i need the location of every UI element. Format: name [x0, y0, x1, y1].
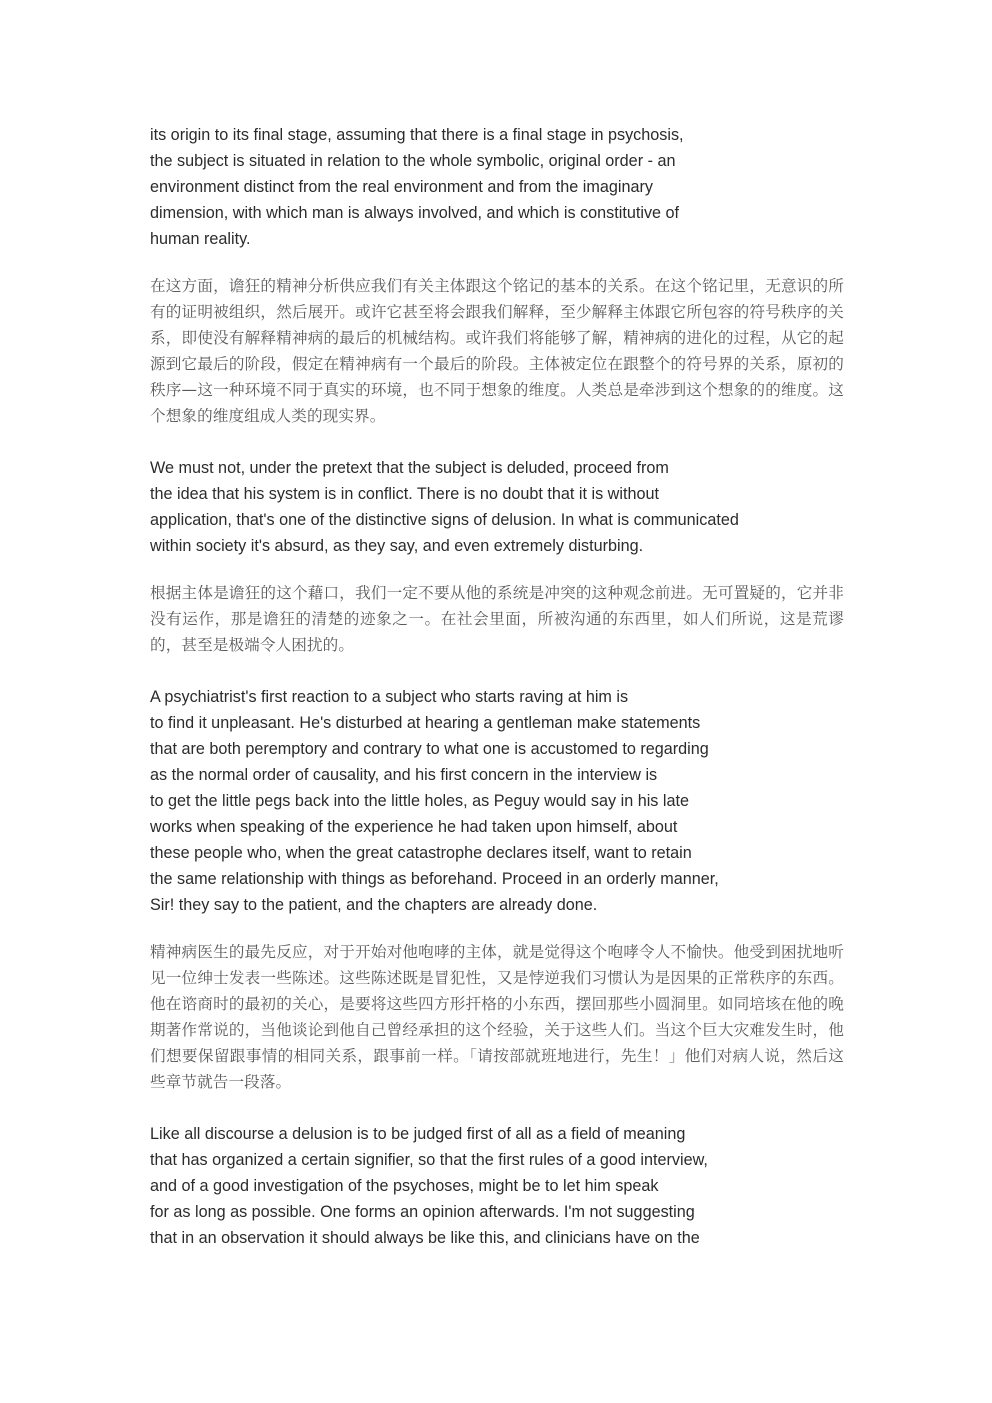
text-line: within society it's absurd, as they say, and even extremely disturbing. — [150, 537, 644, 555]
english-paragraph — [150, 455, 850, 559]
text-line: its origin to its final stage, assuming that there is a final stage in psychosis, — [150, 126, 684, 144]
text-line: to get the little pegs back into the little holes, as Peguy would say in his late — [150, 792, 690, 810]
text-line: works when speaking of the experience he had taken upon himself, about — [150, 818, 678, 836]
text-line: dimension, with which man is always involved, and which is constitutive of — [150, 204, 680, 222]
english-paragraph — [150, 1121, 850, 1251]
text-line: the same relationship with things as beforehand. Proceed in an orderly manner, — [150, 870, 719, 888]
chinese-paragraph: 根据主体是谵狂的这个藉口，我们一定不要从他的系统是冲突的这种观念前进。无可置疑的，它并非没有运作，那是谵狂的清楚的迹象之一。在社会里面，所被沟通的东西里，如人们所说，这是荒谬的，甚至是极端令人困扰的。 — [150, 584, 844, 654]
text-line: Like all discourse a delusion is to be judged first of all as a field of meaning — [150, 1125, 686, 1143]
document-page — [150, 122, 850, 1251]
text-line: human reality. — [150, 230, 251, 248]
text-line: these people who, when the great catastrophe declares itself, want to retain — [150, 844, 692, 862]
text-line: for as long as possible. One forms an opinion afterwards. I'm not suggesting — [150, 1203, 695, 1221]
text-line: that in an observation it should always be like this, and clinicians have on the — [150, 1229, 700, 1247]
text-line: A psychiatrist's first reaction to a subject who starts raving at him is — [150, 688, 629, 706]
text-line: environment distinct from the real environment and from the imaginary — [150, 178, 653, 196]
chinese-paragraph: 精神病医生的最先反应，对于开始对他咆哮的主体，就是觉得这个咆哮令人不愉快。他受到困扰地听见一位绅士发表一些陈述。这些陈述既是冒犯性，又是悖逆我们习惯认为是因果的正常秩序的东西。他在谘商时的最初的关心，是要将这些四方形扞格的小东西，摆回那些小圆洞里。如同培垓在他的晚期著作常说的，当他谈论到他自己曾经承担的这个经验，关于这些人们。当这个巨大灾难发生时，他们想要保留跟事情的相同关系，跟事前一样。「请按部就班地进行，先生！」他们对病人说，然后这些章节就告一段落。 — [150, 943, 844, 1091]
chinese-paragraph: 在这方面，谵狂的精神分析供应我们有关主体跟这个铭记的基本的关系。在这个铭记里，无意识的所有的证明被组织，然后展开。或许它甚至将会跟我们解释，至少解释主体跟它所包容的符号秩序的关系，即使没有解释精神病的最后的机械结构。或许我们将能够了解，精神病的进化的过程，从它的起源到它最后的阶段，假定在精神病有一个最后的阶段。主体被定位在跟整个的符号界的关系，原初的秩序—这一种环境不同于真实的环境，也不同于想象的维度。人类总是牵涉到这个想象的的维度。这个想象的维度组成人类的现实界。 — [150, 277, 844, 425]
text-line: as the normal order of causality, and his first concern in the interview is — [150, 766, 658, 784]
text-line: that has organized a certain signifier, so that the first rules of a good interview, — [150, 1151, 708, 1169]
text-line: the idea that his system is in conflict. There is no doubt that it is without — [150, 485, 659, 503]
text-line: that are both peremptory and contrary to what one is accustomed to regarding — [150, 740, 709, 758]
text-line: Sir! they say to the patient, and the chapters are already done. — [150, 896, 598, 914]
text-line: to find it unpleasant. He's disturbed at hearing a gentleman make statements — [150, 714, 701, 732]
english-paragraph — [150, 122, 850, 252]
text-line: and of a good investigation of the psychoses, might be to let him speak — [150, 1177, 659, 1195]
text-line: the subject is situated in relation to the whole symbolic, original order - an — [150, 152, 676, 170]
english-paragraph — [150, 684, 850, 918]
text-line: We must not, under the pretext that the subject is deluded, proceed from — [150, 459, 669, 477]
text-line: application, that's one of the distinctive signs of delusion. In what is communicated — [150, 511, 739, 529]
